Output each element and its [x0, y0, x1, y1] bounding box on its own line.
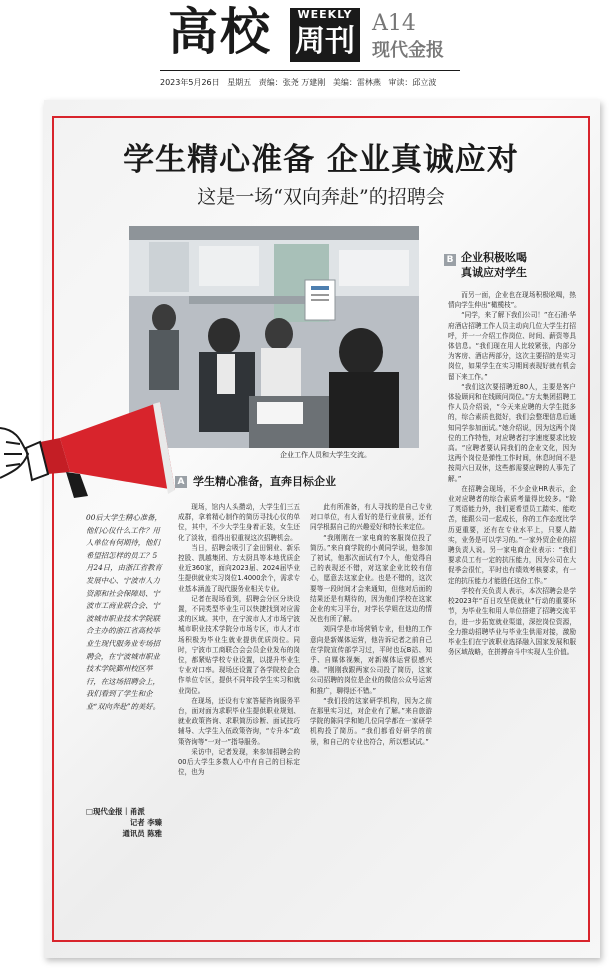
proof-credit: 审读：邱立波 — [388, 78, 437, 87]
paragraph: “我们投的这家研学机构，因为之前在那里实习过，对企业有了解。”来自旅游学院的陈同学和她几位同学都在一家研学机构投了简历。“我们都看好研学的前景，和自己的专业也符合，所以想试试。” — [310, 696, 432, 746]
paragraph: 现场，馆内人头攒动，大学生们三五成群，拿着精心制作的简历寻找心仪的单位，其中，不少大学生身着正装，女生还化了淡妆，看得出很重视这次招聘机会。 — [178, 503, 300, 542]
article-intro: 00后大学生精心准备，他们心仪什么工作？用人单位有何期待，他们希望招怎样的员工？5月24日，由浙江省教育发展中心、宁波市人力资源和社会保障局、宁波市工商业联合会、宁波城市职业技术学院联合主办的浙江省高校毕业生现代服务业专场招聘会，在宁波城市职业技术学院鄞州校区举行，在这场招聘会上，我们看到了学生和企业“双向奔赴”的美好。 — [86, 513, 162, 711]
megaphone-icon — [0, 398, 180, 508]
paragraph: 而另一面，企业也在现场积极吆喝，热情向学生伸出“橄榄枝”。 — [448, 291, 576, 310]
section-b-title-line1: 企业积极吆喝 — [461, 251, 527, 264]
column-1 — [178, 502, 300, 932]
page-number: A14 — [372, 11, 416, 36]
section-title: 高校 — [168, 2, 272, 61]
photo-caption: 企业工作人员和大学生交流。 — [280, 451, 371, 459]
headline: 学生精心准备 企业真诚应对 — [123, 142, 519, 178]
subheadline: 这是一场“双向奔赴”的招聘会 — [197, 186, 445, 208]
paragraph: 采访中，记者发现，来参加招聘会的00后大学生多数人心中有自己的目标定位，也为 — [178, 747, 300, 777]
paragraph: 记者在现场看到，招聘会分区分块设置，不同类型毕业生可以快捷找到对应需求的区域。其中，在宁波市人才市场宁波城市职业技术学院分市场专区，市人才市场积极为毕业生就业提供优质岗位。同时，宁波市工商联合会会员企业发布的岗位，都紧贴学校专业设置，以提升毕业生专业对口率。现场还设置了各学院校企合作单位专区，提供不同年段学生实习和就业岗位。 — [178, 594, 300, 695]
paragraph: 学校有关负责人表示，本次招聘会是学校2023年“百日攻坚促就业”行动的重要环节，为毕业生和用人单位搭建了招聘交流平台，进一步拓宽就业渠道，深挖岗位资源，全力推动招聘毕业与毕业生供需对接，激励毕业生们在宁波职业选择融入国家发展和服务区域战略，在拼搏奋斗中实现人生价值。 — [448, 586, 576, 657]
weekly-zh: 周刊 — [290, 22, 360, 62]
issue-weekday: 星期五 — [227, 78, 252, 87]
section-b-title-line2: 真诚应对学生 — [461, 266, 527, 279]
paragraph: “同学，来了解下我们公司！”在石浦·华府酒店招聘工作人员主动向几位大学生打招呼，并一一介绍工作岗位、时间、薪资等具体信息。“我们现在用人比较紧张，内部分为客房、酒店两部分，这次主要招的是实习岗位，如果学生在实习期间表现好就有机会留下来工作。” — [448, 311, 576, 381]
paragraph: 刘同学是市场营销专业，但他的工作意向是新媒体运营，他告诉记者之前自己在学院宣传部学习过，平时也玩B站、知乎、自媒体视频，对新媒体运营很感兴趣。“刚刚我跟两家公司投了简历，这家公司招聘的岗位是企业的微信公众号运营和推广，聊得还不错。” — [310, 625, 432, 695]
byline-reporter: 记者 李臻 — [129, 818, 162, 827]
section-b-badge: B — [444, 254, 456, 266]
paragraph: 当日，招聘会吸引了金田铜业、新乐控股、凯越集团、方太厨具等本地优质企业近360家，面向2023届、2024届毕业生提供就业实习岗位1.4000余个，需求专业基本涵盖了现代服务业相关专业。 — [178, 543, 300, 593]
section-a-badge: A — [175, 476, 187, 488]
weekly-word: WEEKLY — [290, 8, 360, 22]
weekly-logo — [290, 8, 360, 64]
paragraph: 在现场，还设有专家答疑咨询服务平台，面对面为求职毕业生提供职业规划、就业政策咨询、求职简历诊断、面试技巧辅导、大学生入伍政策咨询，“专升本”政策咨询等“一对一”指导服务。 — [178, 696, 300, 746]
column-3 — [448, 290, 576, 932]
designer-credit: 美编：雷林燕 — [332, 78, 381, 87]
paragraph: “我刚刚在一家电商的客服岗位投了简历。”来自商学院的小黄同学说，他参加了初试，他那次面试有7个人，他觉得自己的表现还不错，对这家企业比较有信心，愿意去这家企业。也是不错的，这次要等一段时间才会来通知，但他对后面的结果还是有期待的，因为他们学校在这家企业的实习平台，对学长学姐在这边的情况也有所了解。 — [310, 533, 432, 624]
byline-correspondent: 通讯员 陈雅 — [122, 829, 162, 838]
paragraph: “我们这次要招聘近80人，主要是客户体验顾问和在线顾问岗位。”方太集团招聘工作人员介绍说，“今天来应聘的大学生挺多的，综合素质也挺好，我们会整理信息后通知同学参加面试。”她介绍说，因为这两个岗位的工作特性，对应聘者打字速度要求比较高。“应聘者要认同我们的企业文化，因为这两个岗位是弹性工作时间，休息时间不是按周六日双休，这些都需要应聘的人事先了解。” — [448, 382, 576, 483]
column-2 — [310, 502, 432, 932]
byline — [86, 806, 162, 839]
issue-date: 2023年5月26日 — [160, 78, 220, 87]
section-a-title: 学生精心准备，直奔目标企业 — [193, 475, 336, 488]
byline-source: □现代金报｜甬派 — [86, 807, 145, 816]
editor-credit: 责编：张尧 万建刚 — [258, 78, 326, 87]
masthead-meta — [160, 77, 460, 88]
paper-name: 现代金报 — [372, 40, 444, 61]
paragraph: 在招聘会现场，不少企业HR表示，企业对应聘者的综合素质考量得比较多。“除了英语能力外，我们更希望员工踏实、能吃苦，能跟公司一起成长，你的工作态度比学历更重要，还有在专业水平上，只要人踏实，业务是可以学习的。”一家外贸企业的招聘负责人说。另一家电商企业表示：“我们要求员工有一定的抗压能力，因为公司在大促季会很忙，平时也有绩效考核要求，有一定的抗压能力才能胜任这份工作。” — [448, 484, 576, 585]
paragraph: 此有所准备，有人寻找的是自己专业对口单位，有人看好的是行业前景，还有同学根据自己的兴趣爱好和特长来定位。 — [310, 503, 432, 532]
masthead-rule — [160, 70, 460, 71]
